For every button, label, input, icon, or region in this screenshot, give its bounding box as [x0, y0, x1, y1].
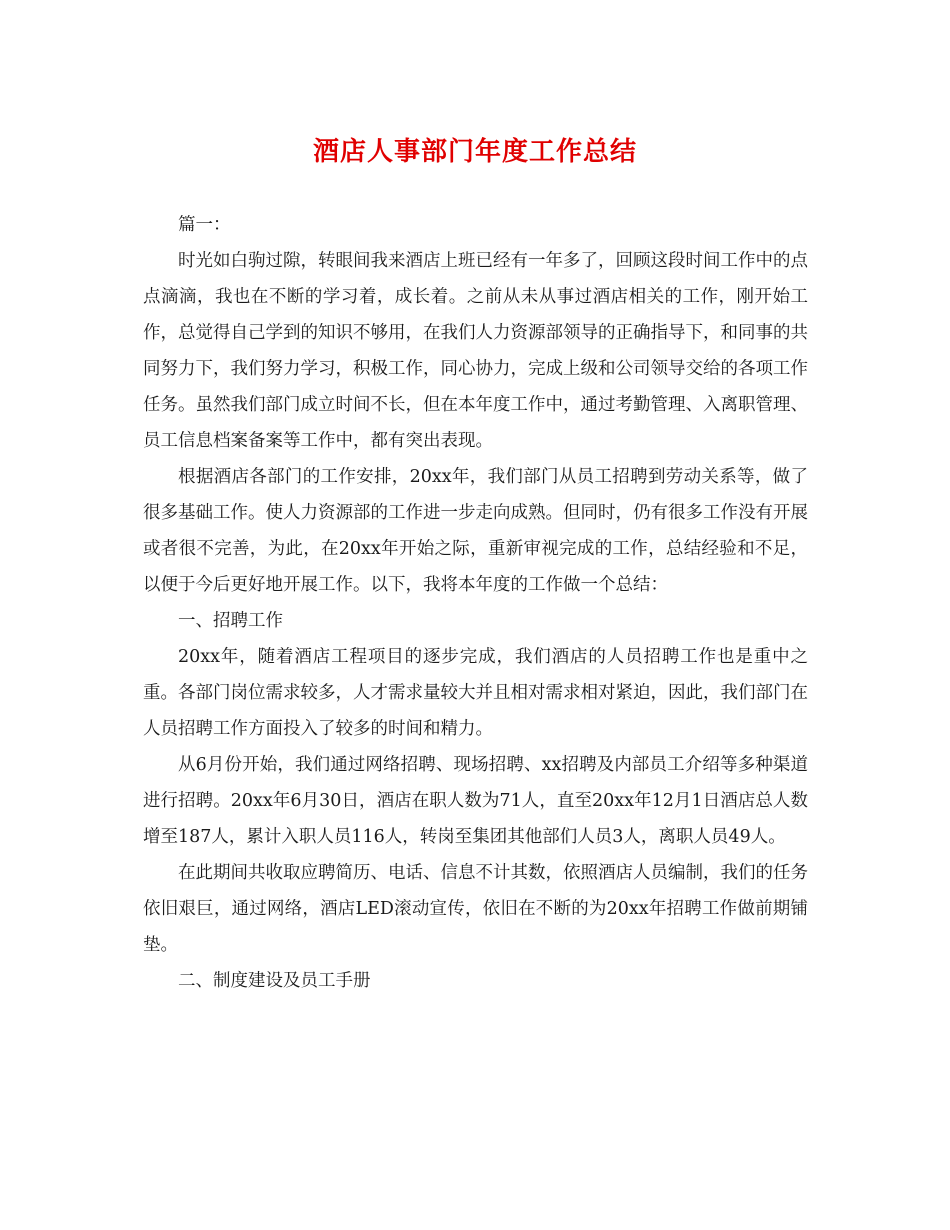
document-title: 酒店人事部门年度工作总结 — [312, 137, 637, 167]
paragraph-section-label: 篇一： — [178, 215, 231, 235]
paragraph-recruitment-1: 20xx年，随着酒店工程项目的逐步完成，我们酒店的人员招聘工作也是重中之重。各部门岗位需求较多，人才需求量较大并且相对需求相对紧迫，因此，我们部门在人员招聘工作方面投入了较多的时间和精力。 — [143, 647, 808, 739]
paragraph-recruitment-3: 在此期间共收取应聘简历、电话、信息不计其数，依照酒店人员编制，我们的任务依旧艰巨，通过网络，酒店LED滚动宣传，依旧在不断的为20xx年招聘工作做前期铺垫。 — [143, 863, 808, 955]
paragraph-overview: 根据酒店各部门的工作安排，20xx年，我们部门从员工招聘到劳动关系等，做了很多基础工作。使人力资源部的工作进一步走向成熟。但同时，仍有很多工作没有开展或者很不完善，为此，在20xx年开始之际，重新审视完成的工作，总结经验和不足，以便于今后更好地开展工作。以下，我将本年度的工作做一个总结： — [143, 467, 808, 595]
heading-system-building: 二、制度建设及员工手册 — [178, 971, 371, 991]
document-body — [143, 207, 808, 999]
paragraph-recruitment-2: 从6月份开始，我们通过网络招聘、现场招聘、xx招聘及内部员工介绍等多种渠道进行招聘。20xx年6月30日，酒店在职人数为71人，直至20xx年12月1日酒店总人数增至187人，累计入职人员116人，转岗至集团其他部们人员3人，离职人员49人。 — [143, 755, 808, 847]
paragraph-intro: 时光如白驹过隙，转眼间我来酒店上班已经有一年多了，回顾这段时间工作中的点点滴滴，我也在不断的学习着，成长着。之前从未从事过酒店相关的工作，刚开始工作，总觉得自己学到的知识不够用，在我们人力资源部领导的正确指导下，和同事的共同努力下，我们努力学习，积极工作，同心协力，完成上级和公司领导交给的各项工作任务。虽然我们部门成立时间不长，但在本年度工作中，通过考勤管理、入离职管理、员工信息档案备案等工作中，都有突出表现。 — [143, 251, 808, 451]
heading-recruitment: 一、招聘工作 — [178, 611, 283, 631]
